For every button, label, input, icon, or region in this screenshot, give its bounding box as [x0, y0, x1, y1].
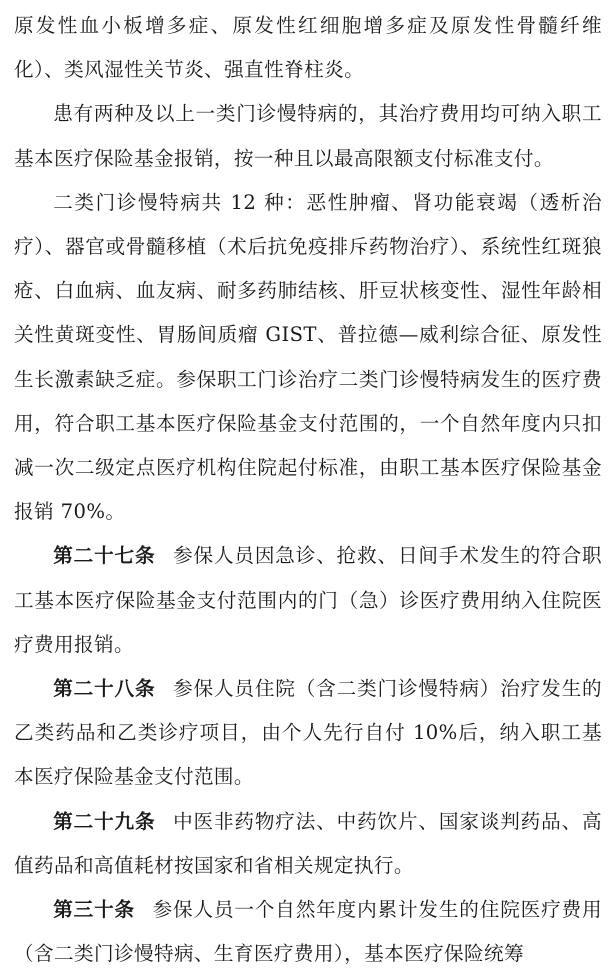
article-28: [14, 667, 602, 800]
article-number: 第二十七条: [53, 544, 156, 568]
article-number: 第二十八条: [53, 677, 156, 701]
article-29: [14, 800, 602, 888]
article-text: 参保人员因急诊、抢救、日间手术发生的符合职工基本医疗保险基金支付范围内的门（急）诊医疗费用纳入住院医疗费用报销。: [14, 544, 603, 656]
article-text: 中医非药物疗法、中药饮片、国家谈判药品、高值药品和高值耗材按国家和省相关规定执行。: [14, 809, 603, 877]
paragraph-text: 二类门诊慢特病共 12 种：恶性肿瘤、肾功能衰竭（透析治疗）、器官或骨髓移植（术后抗免疫排斥药物治疗）、系统性红斑狼疮、白血病、血友病、耐多药肺结核、肝豆状核变性、湿性年龄相关性黄斑变性、胃肠间质瘤 GIST、普拉德—威利综合征、原发性生长激素缺乏症。参保职工门诊治疗二类门诊慢特病发生的医疗费用，符合职工基本医疗保险基金支付范围的，一个自然年度内只扣减一次二级定点医疗机构住院起付标准，由职工基本医疗保险基金报销 70%。: [14, 190, 602, 524]
article-27: [14, 534, 602, 667]
paragraph-3: [14, 181, 602, 535]
article-30: [14, 888, 602, 976]
article-number: 第二十九条: [53, 809, 156, 833]
article-text: 参保人员一个自然年度内累计发生的住院医疗费用（含二类门诊慢特病、生育医疗费用），基本医疗保险统筹: [14, 898, 602, 966]
article-text: 参保人员住院（含二类门诊慢特病）治疗发生的乙类药品和乙类诊疗项目，由个人先行自付 10%后，纳入职工基本医疗保险基金支付范围。: [14, 677, 603, 789]
paragraph-1: [14, 4, 602, 92]
paragraph-2: [14, 92, 602, 180]
paragraph-text: 原发性血小板增多症、原发性红细胞增多症及原发性骨髓纤维化）、类风湿性关节炎、强直性脊柱炎。: [14, 14, 602, 82]
article-number: 第三十条: [53, 898, 135, 922]
paragraph-text: 患有两种及以上一类门诊慢特病的，其治疗费用均可纳入职工基本医疗保险基金报销，按一种且以最高限额支付标准支付。: [14, 102, 602, 170]
